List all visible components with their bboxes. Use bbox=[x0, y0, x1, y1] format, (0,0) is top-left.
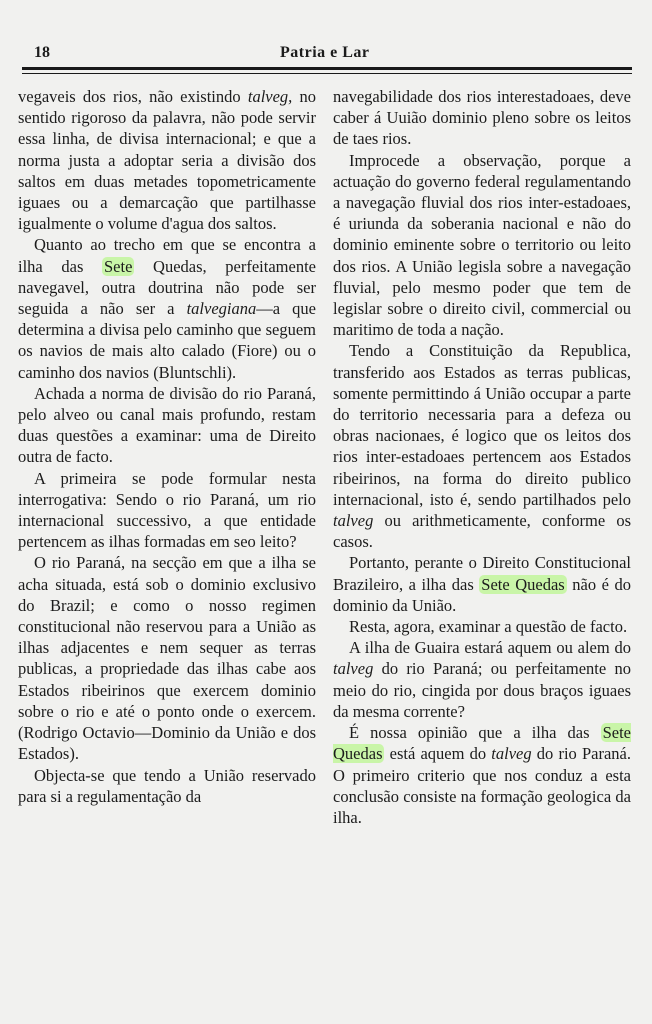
highlight-sete: Sete bbox=[104, 256, 133, 276]
right-paragraph-3: Tendo a Constituição da Republica, transferido aos Estados as terras publicas, somente permittindo á União occupar a parte do territorio necessaria para a defeza ou obras nacionaes, é logico que os leitos dos rios inter-estadoaes pertencem aos Estados ribeirinos, na forma do direito publico internacional, isto é, sendo partilhados pelo talveg ou arithmeticamente, conforme os casos. bbox=[333, 341, 631, 552]
right-paragraph-2: Improcede a observação, porque a actuação do governo federal regulamentando a navegação fluvial dos rios inter-estadoaes, é uriunda da soberania nacional e não do dominio eminente sobre o territorio ou leito dos rios. A União legisla sobre a navegação fluvial, pelo mesmo poder que tem de legislar sobre o direito civil, commercial ou maritimo de toda a nação. bbox=[333, 150, 631, 340]
right-paragraph-4: Portanto, perante o Direito Constitucional Brazileiro, a ilha das Sete Quedas não é do dominio da União. bbox=[333, 553, 631, 615]
left-column bbox=[18, 86, 316, 807]
left-paragraph-5: O rio Paraná, na secção em que a ilha se acha situada, está sob o dominio exclusivo do Brazil; e como o nosso regimen constitucional não reservou para a União as ilhas adjacentes e nem sequer as terras publicas, a propriedade das ilhas cabe aos Estados ribeirinos que exercem dominio sobre o rio e até o ponto onde o exercem. (Rodrigo Octavio—Dominio da União e dos Estados). bbox=[18, 553, 316, 764]
journal-title: Patria e Lar bbox=[280, 44, 370, 61]
header-rule-thin bbox=[22, 73, 632, 74]
right-column bbox=[333, 86, 631, 828]
left-paragraph-2: Quanto ao trecho em que se encontra a ilha das Sete Quedas, perfeitamente navegavel, outra doutrina não pode ser seguida a não ser a talvegiana—a que determina a divisa pelo caminho que seguem os navios de mais alto calado (Fiore) ou o caminho dos navios (Bluntschli). bbox=[18, 235, 316, 382]
page-header bbox=[22, 40, 632, 70]
left-paragraph-6: Objecta-se que tendo a União reservado para si a regulamentação da bbox=[18, 765, 316, 806]
right-paragraph-6: A ilha de Guaira estará aquem ou alem do talveg do rio Paraná; ou perfeitamente no meio do rio, cingida por dous braços iguaes da mesma corrente? bbox=[333, 638, 631, 721]
right-paragraph-7: É nossa opinião que a ilha das Sete Quedas está aquem do talveg do rio Paraná. O primeiro criterio que nos conduz a esta conclusão consiste na formação geologica da ilha. bbox=[333, 723, 631, 827]
left-paragraph-1: vegaveis dos rios, não existindo talveg, no sentido rigoroso da palavra, não pode servir essa linha, de divisa internacional; e que a norma justa a adoptar seria a divisão dos saltos em duas metades topometricamente iguaes ou a demarcação que partilhasse igualmente o volume d'agua dos saltos. bbox=[18, 87, 317, 234]
right-paragraph-5: Resta, agora, examinar a questão de facto. bbox=[349, 617, 628, 637]
right-paragraph-1: navegabilidade dos rios interestadoaes, deve caber á Uuião dominio pleno sobre os leitos de taes rios. bbox=[333, 87, 631, 149]
header-rule-thick bbox=[22, 67, 632, 70]
left-paragraph-3: Achada a norma de divisão do rio Paraná, pelo alveo ou canal mais profundo, restam duas questões a examinar: uma de Direito outra de facto. bbox=[18, 383, 316, 467]
left-paragraph-4: A primeira se pode formular nesta interrogativa: Sendo o rio Paraná, um rio internacional successivo, a que entidade pertencem as ilhas formadas em seo leito? bbox=[18, 468, 316, 552]
highlight-sete-quedas: Sete Quedas bbox=[481, 574, 565, 594]
page-number: 18 bbox=[34, 44, 50, 61]
highlight-sete-quedas-2: Sete Quedas bbox=[333, 723, 631, 764]
